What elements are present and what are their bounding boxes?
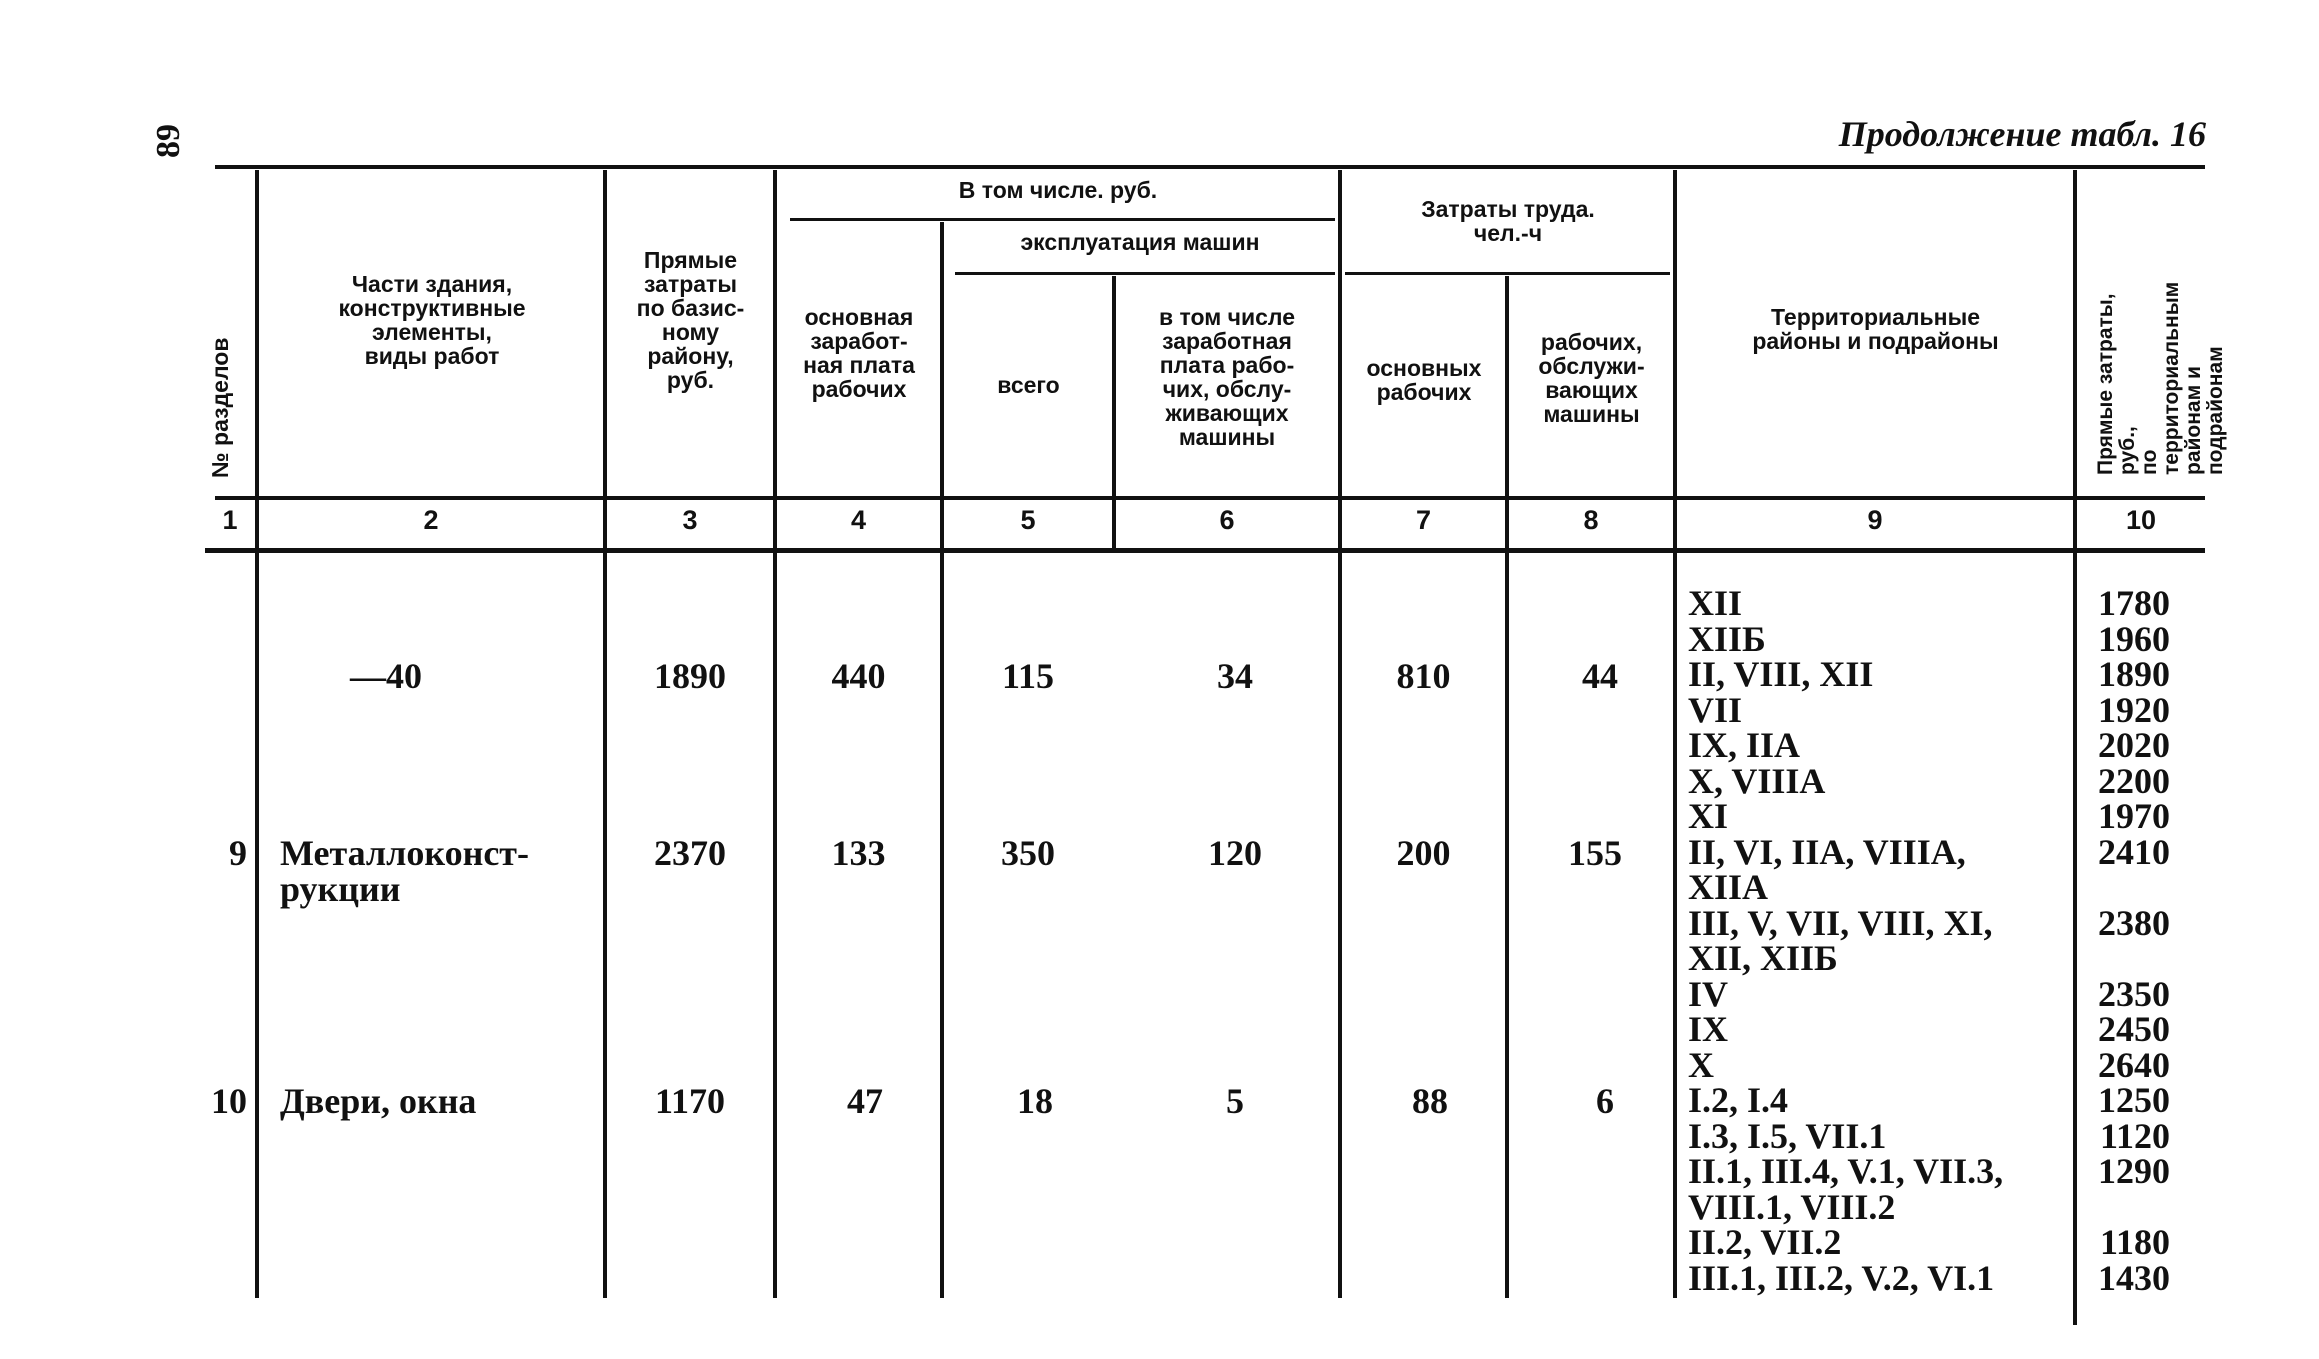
row3-section-no: 10 xyxy=(211,1081,247,1121)
table-top-border xyxy=(215,165,2205,169)
column-number-3: 3 xyxy=(682,505,698,535)
column-number-5: 5 xyxy=(1020,505,1036,535)
header-including-group: В том числе. руб. xyxy=(958,177,1158,203)
region-line: VIII.1, VIII.2 xyxy=(1688,1186,1896,1227)
row3-labor-mach: 6 xyxy=(1596,1081,1614,1121)
page-number: 89 xyxy=(150,124,187,158)
row2-section-no: 9 xyxy=(229,833,247,873)
region-line: XI xyxy=(1688,796,1729,836)
region-line: IX, IIА xyxy=(1688,725,1801,765)
header-labor-group: Затраты труда. чел.-ч xyxy=(1421,196,1595,246)
column-number-10: 10 xyxy=(2125,505,2157,535)
region-line: X, VIIIA xyxy=(1688,760,1826,801)
row1-labor-mach: 44 xyxy=(1582,656,1618,696)
group-incl-underline xyxy=(790,218,1335,221)
row1-wage: 440 xyxy=(831,656,886,696)
column-number-9: 9 xyxy=(1867,505,1883,535)
row1-direct: 1890 xyxy=(654,656,726,696)
region-line: II.2, VII.2 xyxy=(1688,1222,1842,1262)
group-labor-underline xyxy=(1345,272,1670,275)
header-machines-wage: в том числе заработная плата рабо- чих, обслу- живающих машины xyxy=(1158,304,1296,450)
row3-wage: 47 xyxy=(847,1081,883,1121)
region-line: XII xyxy=(1688,583,1743,623)
region-price: 2380 xyxy=(2098,902,2170,943)
region-price: 2450 xyxy=(2098,1009,2170,1049)
region-line: X xyxy=(1688,1044,1714,1085)
region-line: XIIБ xyxy=(1688,618,1766,659)
row3-direct: 1170 xyxy=(654,1081,725,1121)
column-number-2: 2 xyxy=(423,505,439,535)
col-divider-6 xyxy=(1338,170,1342,1298)
header-building-parts: Части здания, конструктивные элементы, виды работ xyxy=(338,271,526,369)
column-number-1: 1 xyxy=(222,505,238,535)
column-numbers-rule xyxy=(205,548,2205,553)
region-price: 1890 xyxy=(2098,654,2170,694)
region-price: 1970 xyxy=(2098,796,2170,836)
header-machines-total: всего xyxy=(997,372,1060,398)
column-number-6: 6 xyxy=(1219,505,1235,535)
row1-labor-main: 810 xyxy=(1396,656,1451,696)
col-divider-2 xyxy=(603,170,607,1298)
col-divider-3 xyxy=(773,170,777,1298)
region-price: 2200 xyxy=(2098,760,2170,801)
region-line: III, V, VII, VIII, XI, xyxy=(1688,902,1993,943)
header-main-wage: основная заработ- ная плата рабочих xyxy=(803,304,915,402)
row1-mach-total: 115 xyxy=(1001,656,1054,696)
col-divider-7 xyxy=(1505,276,1509,1298)
header-bottom-rule xyxy=(215,496,2205,500)
region-line: XII, XIIБ xyxy=(1688,938,1838,978)
row2-labor-main: 200 xyxy=(1396,833,1451,873)
row2-name: Металлоконст- рукции xyxy=(280,833,529,909)
row2-direct: 2370 xyxy=(654,833,726,873)
region-price: 2350 xyxy=(2098,973,2170,1014)
column-number-4: 4 xyxy=(850,505,867,535)
row2-wage: 133 xyxy=(831,833,886,873)
region-line: II, VIII, XII xyxy=(1688,654,1874,694)
region-line: II.1, III.4, V.1, VII.3, xyxy=(1688,1151,2004,1191)
region-price: 1920 xyxy=(2098,689,2170,730)
region-price: 1250 xyxy=(2098,1080,2170,1120)
row3-mach-wage: 5 xyxy=(1226,1081,1244,1121)
row3-name: Двери, окна xyxy=(280,1081,477,1121)
region-price: 2020 xyxy=(2098,725,2170,765)
region-price: 1120 xyxy=(2099,1115,2170,1156)
header-labor-machines: рабочих, обслужи- вающих машины xyxy=(1538,329,1645,427)
continuation-title: Продолжение табл. 16 xyxy=(1838,114,2206,154)
region-line: XIIA xyxy=(1688,867,1769,907)
region-line: III.1, III.2, V.2, VI.1 xyxy=(1688,1257,1995,1298)
row2-mach-wage: 120 xyxy=(1208,833,1262,873)
header-prices-by-region: Прямые затраты, руб., по территориальным районам и подрайонам xyxy=(2094,281,2227,475)
region-line: I.2, I.4 xyxy=(1688,1080,1789,1120)
row1-mach-wage: 34 xyxy=(1217,656,1253,696)
col-divider-4 xyxy=(940,222,944,1298)
row2-labor-mach: 155 xyxy=(1568,833,1622,873)
region-price: 2410 xyxy=(2098,831,2170,872)
col-divider-8 xyxy=(1673,170,1677,1298)
header-direct-costs: Прямые затраты по базис- ному району, руб. xyxy=(636,247,745,393)
region-line: II, VI, IIA, VIIIA, xyxy=(1688,831,1966,872)
col-divider-1 xyxy=(255,170,259,1298)
region-price: 1180 xyxy=(2099,1222,2170,1262)
row3-mach-total: 18 xyxy=(1017,1081,1053,1121)
column-number-7: 7 xyxy=(1415,505,1432,535)
region-line: IV xyxy=(1688,973,1729,1014)
region-line: IX xyxy=(1688,1009,1729,1049)
row2-mach-total: 350 xyxy=(1001,833,1055,873)
row1-name: —40 xyxy=(350,656,422,696)
header-labor-main: основных рабочих xyxy=(1366,355,1482,405)
group-machines-underline xyxy=(955,272,1335,275)
region-price: 1290 xyxy=(2098,1151,2170,1191)
header-territorial-regions: Территориальные районы и подрайоны xyxy=(1752,304,1999,354)
region-price: 2640 xyxy=(2098,1044,2170,1085)
region-price: 1960 xyxy=(2098,618,2170,659)
region-price: 1430 xyxy=(2098,1257,2170,1298)
region-line: VII xyxy=(1688,689,1743,730)
header-section-no: № разделов xyxy=(207,337,233,478)
column-number-8: 8 xyxy=(1583,505,1599,535)
header-machines-group: эксплуатация машин xyxy=(1020,229,1260,255)
row3-labor-main: 88 xyxy=(1412,1081,1448,1121)
region-line: I.3, I.5, VII.1 xyxy=(1688,1115,1887,1156)
region-price: 1780 xyxy=(2098,583,2170,623)
